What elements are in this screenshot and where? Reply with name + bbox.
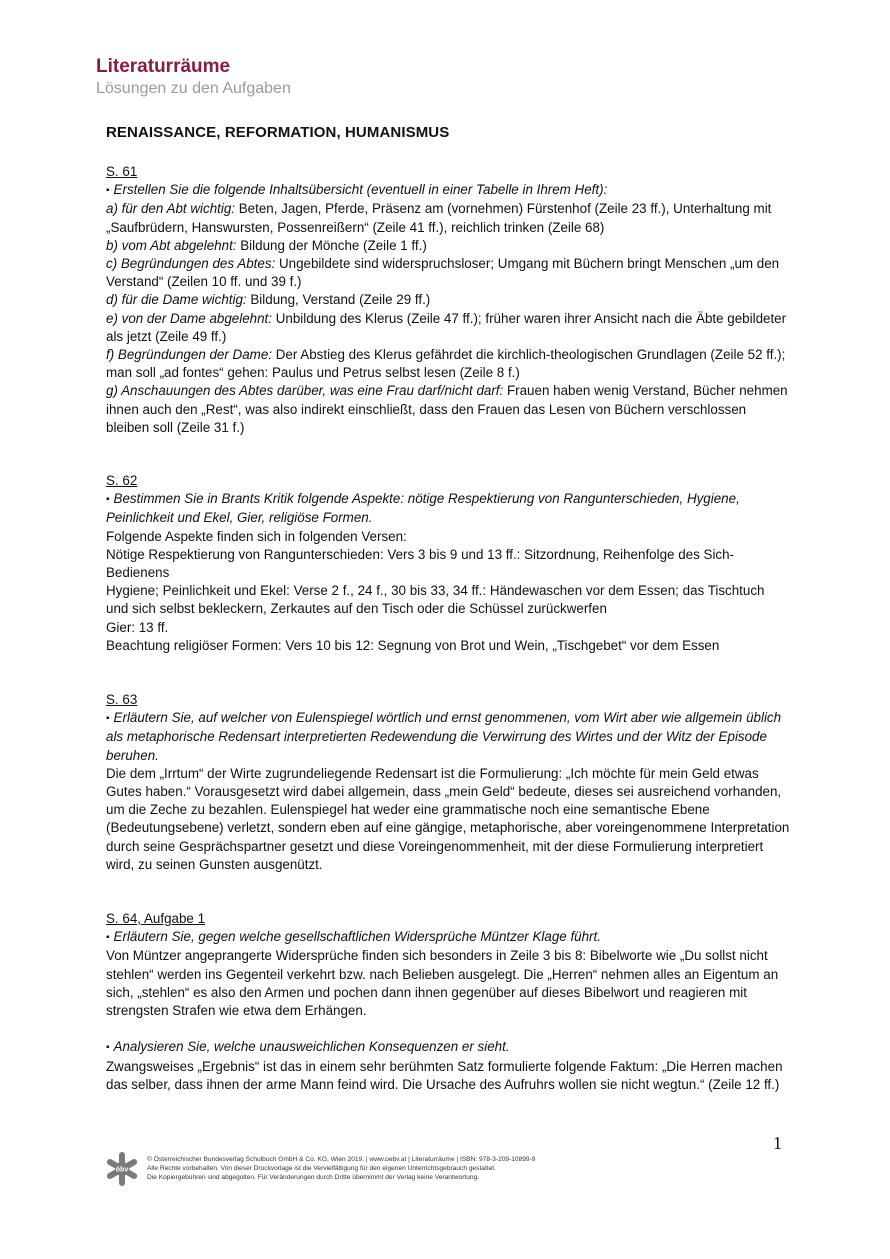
section-heading: S. 61 xyxy=(106,164,138,179)
item-label: d) für die Dame wichtig: xyxy=(106,292,247,308)
answer-paragraph: Beachtung religiöser Formen: Vers 10 bis 12: Segnung von Brot und Wein, „Tischgebet“ vor dem Essen xyxy=(106,637,720,653)
answer-item-c xyxy=(106,255,790,291)
footer-line: Die Kopiergebühren sind abgegolten. Für Veränderungen durch Dritte übernimmt der Verlag keine Verantwortung. xyxy=(147,1174,480,1182)
answer-item-b xyxy=(106,237,790,255)
paragraph-spacer xyxy=(106,1020,790,1038)
item-label: e) von der Dame abgelehnt: xyxy=(106,310,272,326)
answer-item-a xyxy=(106,200,790,236)
answer-paragraph: Folgende Aspekte finden sich in folgenden Versen: xyxy=(106,528,407,544)
header-brand xyxy=(96,55,291,100)
item-text: Bildung, Verstand (Zeile 29 ff.) xyxy=(246,292,431,308)
publisher-logo xyxy=(104,1152,140,1186)
brand-title: Literaturräume xyxy=(96,56,231,77)
oebv-logo-icon xyxy=(104,1152,140,1186)
section-heading: S. 63 xyxy=(106,692,138,707)
answer-paragraph: Zwangsweises „Ergebnis“ ist das in einem sehr berühmten Satz formulierte folgende Faktum: „Die Herren machen das selber, dass ihnen der arme Mann feind wird. Die Ursache des Aufruhrs wollen sie nicht wegtun.“ (Zeile 12 ff.) xyxy=(106,1058,783,1092)
answer-paragraph: Hygiene; Peinlichkeit und Ekel: Verse 2 f., 24 f., 30 bis 33, 34 ff.: Händewaschen vor dem Essen; das Tischtuch und sich selbst bekleckern, Zerkautes auf den Tisch oder die Schüssel zurückwerfen xyxy=(106,583,765,617)
answer-item-d xyxy=(106,291,790,309)
answer-paragraph: Die dem „Irrtum“ der Wirte zugrundeliegende Redensart ist die Formulierung: „Ich möchte für mein Geld etwas Gutes haben.“ Vorausgesetzt wird dabei allgemein, dass „mein Geld“ bedeute, dieses sei ausreichend vorhanden, um die Zeche zu bezahlen. Eulenspiegel hat weder eine grammatische noch eine semantische Ebene (Bedeutungsebene) verletzt, sondern eben auf eine gängige, metaphorische, aber voreingenommene Interpretation durch seine Gesprächspartner gesetzt und diese Voreingenommenheit, mit der diese Formulierung interpretiert wird, zu seinen Gunsten ausgenützt. xyxy=(106,765,790,872)
section-s61 xyxy=(106,163,790,437)
item-text: Beten, Jagen, Pferde, Präsenz am (vornehmen) Fürstenhof (Zeile 23 ff.), Unterhaltung mit „Saufbrüdern, Hanswursten, Possenreißern“ (Zeile 41 ff.), reichlich trinken (Zeile 68) xyxy=(106,201,772,235)
page-number: 1 xyxy=(773,1133,782,1153)
footer-copyright xyxy=(147,1155,535,1183)
task-prompt: ▪ Analysieren Sie, welche unausweichlichen Konsequenzen er sieht. xyxy=(106,1038,790,1057)
answer-paragraph: Nötige Respektierung von Rangunterschieden: Vers 3 bis 9 und 13 ff.: Sitzordnung, Reihenfolge des Sich-Bedienens xyxy=(106,546,735,581)
section-s63 xyxy=(106,691,790,874)
section-heading: S. 64, Aufgabe 1 xyxy=(106,911,206,926)
answer-item-e xyxy=(106,310,790,346)
item-label: c) Begründungen des Abtes: xyxy=(106,256,276,272)
answer-paragraph: Gier: 13 ff. xyxy=(106,619,169,635)
task-prompt: ▪ Bestimmen Sie in Brants Kritik folgende Aspekte: nötige Respektierung von Rangunterschieden, Hygiene, Peinlichkeit und Ekel, Gier, religiöse Formen. xyxy=(106,490,790,527)
item-text: Unbildung des Klerus (Zeile 47 ff.); früher waren ihrer Ansicht nach die Äbte gebildeter als jetzt (Zeile 49 ff.) xyxy=(106,310,787,344)
document-title: RENAISSANCE, REFORMATION, HUMANISMUS xyxy=(106,124,450,141)
footer-line: Alle Rechte vorbehalten. Von dieser Druckvorlage ist die Vervielfältigung für den eigenen Unterrichtsgebrauch gestattet. xyxy=(147,1165,496,1173)
item-text: Der Abstieg des Klerus gefährdet die kirchlich-theologischen Grundlagen (Zeile 52 ff.); man soll „ad fontes“ gehen: Paulus und Petrus selbst lesen (Zeile 8 f.) xyxy=(106,347,786,381)
item-label: f) Begründungen der Dame: xyxy=(106,347,272,363)
section-s62 xyxy=(106,472,790,655)
brand-subtitle: Lösungen zu den Aufgaben xyxy=(96,80,291,97)
footer-line: © Österreichischer Bundesverlag Schulbuch GmbH & Co. KG, Wien 2019. | www.oebv.at | Literaturräume | ISBN: 978-3-209-10899-9 xyxy=(147,1156,536,1163)
item-text: Ungebildete sind widerspruchsloser; Umgang mit Büchern bringt Menschen „um den Verstand“ (Zeilen 10 ff. und 39 f.) xyxy=(106,256,780,290)
svg-text:öbv: öbv xyxy=(115,1166,129,1174)
answer-item-f xyxy=(106,346,790,382)
item-text: Frauen haben wenig Verstand, Bücher nehmen ihnen auch den „Rest“, was also indirekt einschließt, dass den Frauen das Lesen von Büchern verschlossen bleiben soll (Zeile 31 f.) xyxy=(106,383,788,435)
answer-paragraph: Von Müntzer angeprangerte Widersprüche finden sich besonders in Zeile 3 bis 8: Bibelworte wie „Du sollst nicht stehlen“ werden ins Gegenteil verkehrt bzw. nach Belieben ausgelegt. Die „Herren“ nehmen alles an Eigentum an sich, „stehlen“ es also den Armen und pochen dann ihnen gegenüber auf dieses Bibelwort und reagieren mit strengsten Strafen wie etwa dem Erhängen. xyxy=(106,948,779,1019)
task-prompt: ▪ Erläutern Sie, gegen welche gesellschaftlichen Widersprüche Müntzer Klage führt. xyxy=(106,928,790,947)
task-prompt: ▪ Erläutern Sie, auf welcher von Eulenspiegel wörtlich und ernst genommenen, vom Wirt aber wie allgemein üblich als metaphorische Redensart interpretierten Redewendung die Verwirrung des Wirtes und der Witz der Episode beruhen. xyxy=(106,709,790,765)
item-label: a) für den Abt wichtig: xyxy=(106,201,236,217)
section-s64 xyxy=(106,910,790,1094)
task-prompt: ▪ Erstellen Sie die folgende Inhaltsübersicht (eventuell in einer Tabelle in Ihrem Heft): xyxy=(106,181,790,200)
item-text: Bildung der Mönche (Zeile 1 ff.) xyxy=(236,237,427,253)
item-label: b) vom Abt abgelehnt: xyxy=(106,237,237,253)
item-label: g) Anschauungen des Abtes darüber, was eine Frau darf/nicht darf: xyxy=(106,383,504,399)
answer-item-g xyxy=(106,382,790,437)
section-heading: S. 62 xyxy=(106,473,138,488)
